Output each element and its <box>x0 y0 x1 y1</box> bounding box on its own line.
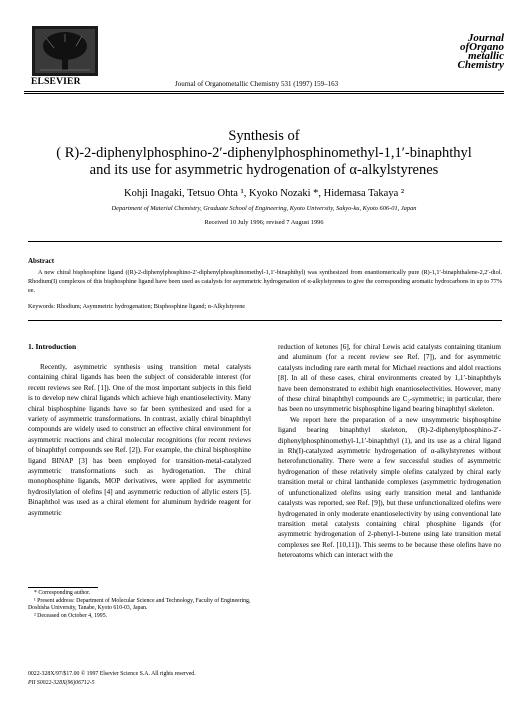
title-line: ( R)-2-diphenylphosphino-2′-diphenylphosphinomethyl-1,1′-binaphthyl <box>56 145 472 161</box>
copyright <box>28 670 196 688</box>
title-line: and its use for asymmetric hydrogenation of α-alkylstyrenes <box>89 162 439 178</box>
paragraph: Recently, asymmetric synthesis using transition metal catalysts containing chiral ligands has been the subject of considerable interest (for recent reviews see Ref. [1]). One of the most important subjects in this field is to develop new chiral ligands which achieve high enantioselectivity. Many chiral bisphosphine ligands have so far been synthesized and used for a variety of asymmetric transformations. In contrast, axially chiral binaphthyl compounds are widely used to construct an effective chiral environment for asymmetric reactions and chiral molecular recognitions (for recent reviews of binaphthyl compounds see Ref. [2]). For example, the chiral bisphosphine ligand BINAP [3] has been employed for transition-metal-catalyzed asymmetric transformations such as hydrogenation. The chiral monophosphine ligands, MOP derivatives, were applied for asymmetric hydrosilylation of olefins [4] and asymmetric reduction of allylic esters [5]. Binaphthol was used as a chiral element for aluminum hydride reagent for asymmetric <box>28 363 251 517</box>
footnote-rule <box>28 587 98 588</box>
received-date: Received 10 July 1996; revised 7 August 1996 <box>204 219 324 226</box>
journal-logo-line: Journal <box>467 32 504 44</box>
footnote: ² Deceased on October 4, 1995. <box>34 612 108 619</box>
abstract-text: A new chiral bisphosphine ligand ((R)-2-diphenylphosphino-2′-diphenylphosphinomethyl-1,1′-binaphthyl) was synthesized from enantiomerically pure (R)-1,1′-binaphthalene-2,2′-diol. Rhodium(I) complexes of this bisphosphine ligand have been used as catalysts for asymmetric hydrogenation of α-alkylstyrenes to give the corresponding aromatic hydrocarbons in up to 77% ee. <box>28 269 502 294</box>
header-rule <box>24 91 504 92</box>
journal-logo-line: metallic <box>467 50 504 62</box>
pii-line: PII S0022-328X(96)06712-5 <box>28 680 95 686</box>
footnote: * Corresponding author. <box>34 590 91 596</box>
journal-citation: Journal of Organometallic Chemistry 531 (1997) 159–163 <box>175 80 339 88</box>
right-column <box>278 342 501 561</box>
publisher-name: ELSEVIER <box>31 77 81 87</box>
authors: Kohji Inagaki, Tetsuo Ohta ¹, Kyoko Nozaki *, Hidemasa Takaya ² <box>124 188 404 199</box>
copyright-line: 0022-328X/97/$17.00 © 1997 Elsevier Science S.A. All rights reserved. <box>28 671 196 677</box>
abstract-heading: Abstract <box>28 257 55 265</box>
abstract-rule-top <box>28 241 502 242</box>
keywords: Keywords: Rhodium; Asymmetric hydrogenation; Bisphosphine ligand; α-Alkylstyrene <box>28 303 246 310</box>
journal-logo <box>444 34 504 70</box>
footnote: ¹ Present address: Department of Molecular Science and Technology, Faculty of Engineering, Doshisha University, Tanabe, Kyoto 610-03, Japan. <box>28 597 251 612</box>
abstract-rule-bottom <box>28 320 502 321</box>
header-rule <box>24 93 504 94</box>
journal-logo-line: ofOrgano <box>459 41 504 53</box>
paragraph: We report here the preparation of a new unsymmetric bisphosphine ligand bearing binaphthyl skeleton, (R)-2-diphenylphosphino-2′-diphenylphosphinomethyl-1,1′-binaphthyl (1), and its use as a chiral ligand in Rh(I)-catalyzed asymmetric hydrogenation of α-alkylstyrenes without heterofunctionality. There were a few successful studies of asymmetric hydrogenation of these relatively simple olefins catalyzed by chiral early transition metal or chiral lanthanide complexes (asymmetric hydrogenation of unfunctionalized olefins using early transition metal and lanthanide catalysts was reported, see Ref. [9]), but these unfunctionalized olefins were hydrogenated in only moderate enantioselectivity by using conventional late transition metal catalysts containing chiral phosphine ligands (for asymmetric hydrogenation of 2-phenyl-1-butene using late transition metal complexes see Ref. [10,11]). This seems to be because these olefins have no heteroatoms which can interact with the <box>278 415 501 560</box>
affiliation: Department of Material Chemistry, Graduate School of Engineering, Kyoto University, Sakyo-ku, Kyoto 606-01, Japan <box>111 205 417 212</box>
left-column <box>28 362 251 518</box>
paragraph: reduction of ketones [6], for chiral Lewis acid catalysts containing titanium and aluminum (for a recent review see Ref. [7]), and for asymmetric catalysts including rare earth metal for Michael reactions and aldol reactions [8]. In all of these cases, chiral environments created by 1,1′-binaphthyls have been demonstrated to exhibit high enantioselectivities. However, many of these chiral binaphthyl compounds are C₂-symmetric; in particular, there has been no unsymmetric bisphosphine ligand bearing binaphthyl skeleton. <box>278 343 501 414</box>
section-heading: 1. Introduction <box>28 342 77 351</box>
title-line: Synthesis of <box>228 128 300 144</box>
journal-logo-line: Chemistry <box>457 59 504 71</box>
footnotes <box>28 590 251 620</box>
elsevier-tree-logo <box>32 26 98 76</box>
